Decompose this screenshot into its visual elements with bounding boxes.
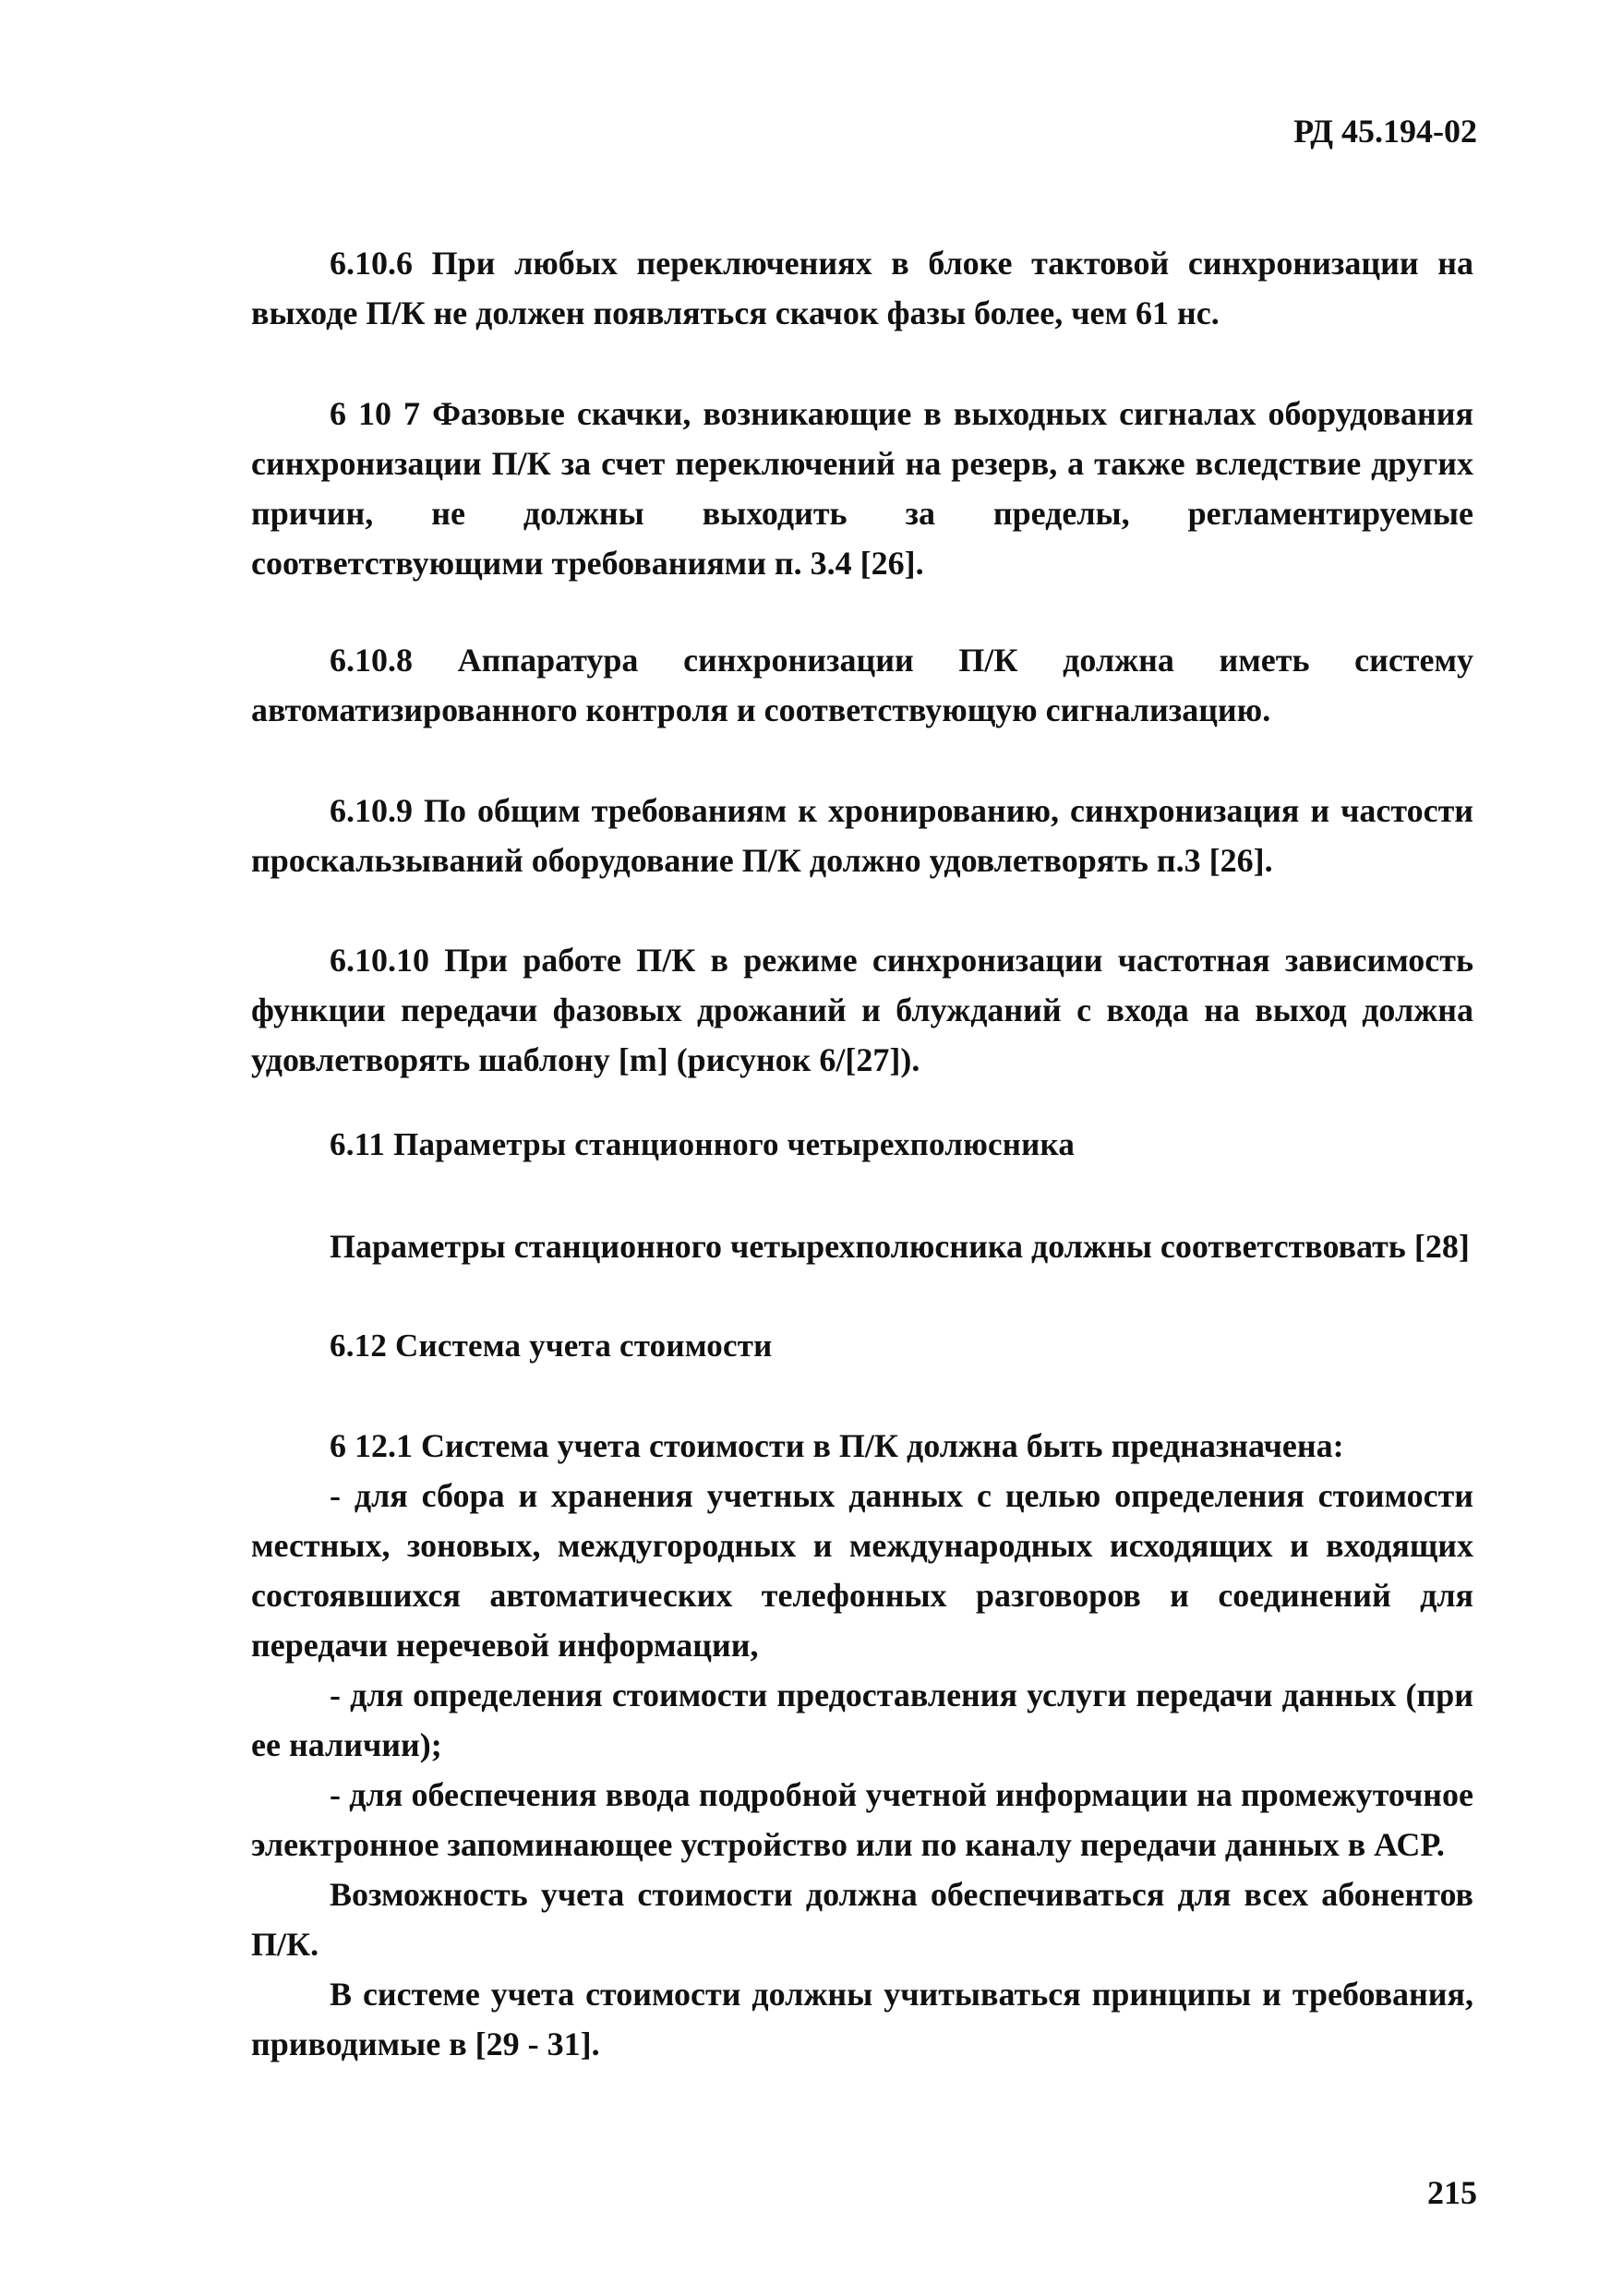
paragraph-6-10-9	[251, 786, 1473, 885]
paragraph-all-subscribers: Возможность учета стоимости должна обеспечиваться для всех абонентов П/К.	[251, 1876, 1473, 1963]
paragraph-principles: В системе учета стоимости должны учитываться принципы и требования, приводимые в [29 - 31].	[251, 1976, 1473, 2062]
section-heading-6-11: 6.11 Параметры станционного четырехполюсника	[330, 1126, 1076, 1162]
paragraph-6-10-7	[251, 389, 1473, 588]
paragraph-6-12-1-intro: 6 12.1 Система учета стоимости в П/К должна быть предназначена:	[330, 1427, 1344, 1464]
document-code-header: РД 45.194-02	[1293, 113, 1477, 150]
paragraph-6-10-6	[251, 238, 1473, 338]
paragraph-text: 6.10.8 Аппаратура синхронизации П/К должна иметь систему автоматизированного контроля и соответствующую сигнализацию.	[251, 642, 1473, 728]
list-item: - для определения стоимости предоставления услуги передачи данных (при ее наличии);	[251, 1677, 1473, 1763]
list-item: - для обеспечения ввода подробной учетной информации на промежуточное электронное запоминающее устройство или по каналу передачи данных в АСР.	[251, 1776, 1473, 1863]
section-6-12-body	[251, 1421, 1473, 2069]
paragraph-6-10-8	[251, 635, 1473, 735]
paragraph-text: 6.10.10 При работе П/К в режиме синхронизации частотная зависимость функции передачи фазовых дрожаний и блужданий с входа на выход должна удовлетворять шаблону [m] (рисунок 6/[27]).	[251, 942, 1473, 1078]
paragraph-text: 6.10.6 При любых переключениях в блоке тактовой синхронизации на выходе П/К не должен появляться скачок фазы более, чем 61 нс.	[251, 245, 1473, 331]
page-number: 215	[1427, 2174, 1477, 2211]
list-item: - для сбора и хранения учетных данных с целью определения стоимости местных, зоновых, междугородных и международных исходящих и входящих состоявшихся автоматических телефонных разговоров и соединений для передачи неречевой информации,	[251, 1477, 1473, 1664]
paragraph-text: 6 10 7 Фазовые скачки, возникающие в выходных сигналах оборудования синхронизации П/К за счет переключений на резерв, а также вследствие других причин, не должны выходить за пределы, регламентируемые соответствующими требованиями п. 3.4 [26].	[251, 395, 1473, 582]
paragraph-6-10-10	[251, 935, 1473, 1085]
section-heading-6-12: 6.12 Система учета стоимости	[330, 1328, 773, 1364]
paragraph-text: 6.10.9 По общим требованиям к хронированию, синхронизация и частости проскальзываний оборудование П/К должно удовлетворять п.3 [26].	[251, 792, 1473, 879]
section-6-11-text: Параметры станционного четырехполюсника должны соответствовать [28]	[330, 1228, 1470, 1265]
